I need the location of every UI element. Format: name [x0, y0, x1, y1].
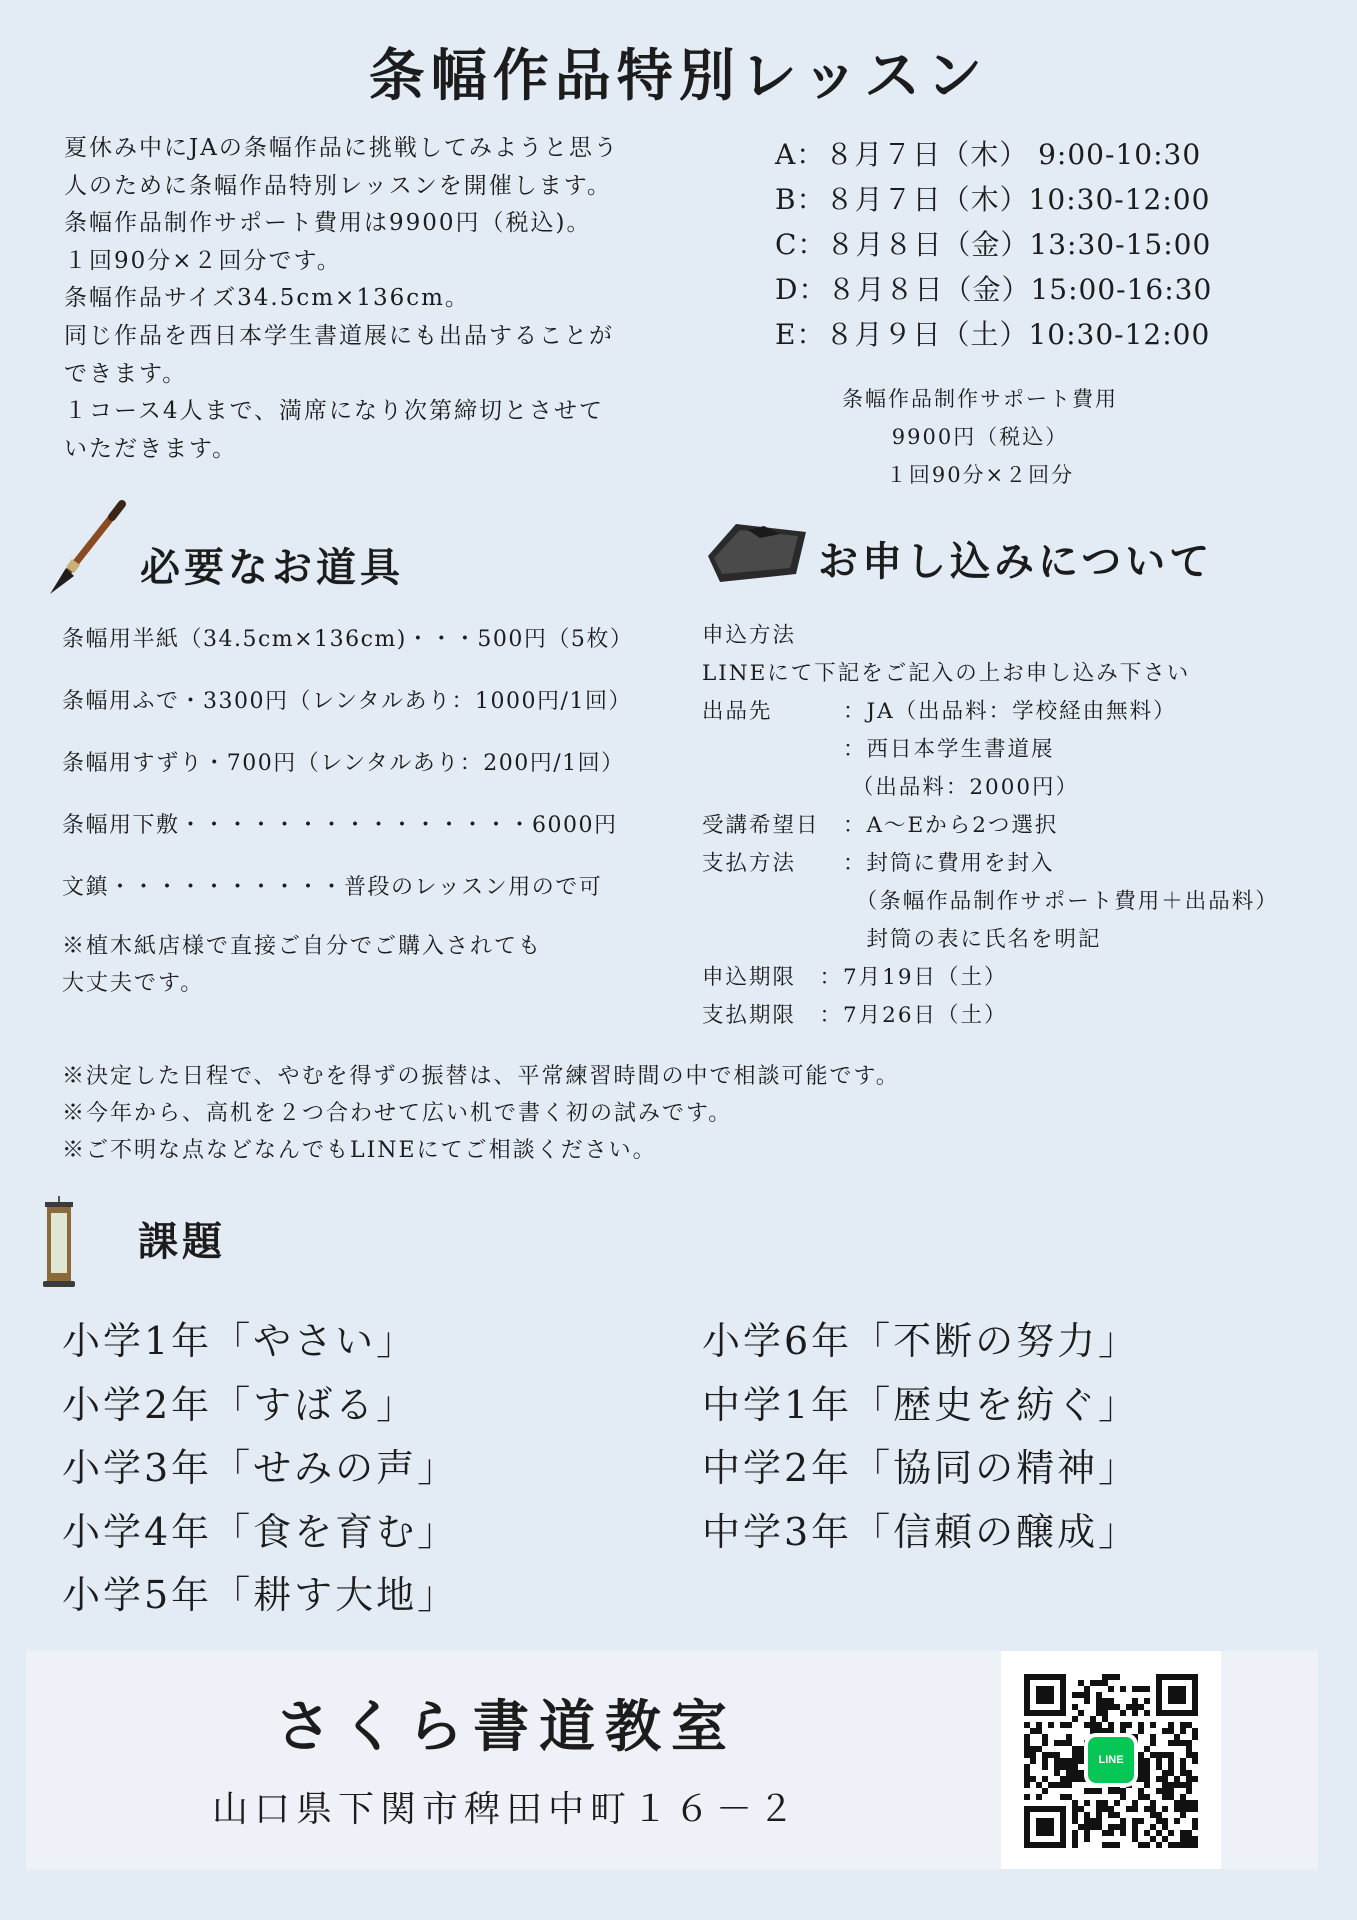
- tool-item: 条幅用ふで・3300円（レンタルあり：1000円/1回）: [62, 689, 632, 714]
- school-name: さくら書道教室: [275, 1694, 737, 1760]
- page-title: 条幅作品特別レッスン: [368, 43, 989, 109]
- tools-note-line: ※植木紙店様で直接ご自分でご購入されても: [62, 934, 543, 959]
- tools-note: [62, 928, 542, 1002]
- topic-item: 中学1年「歴史を紡ぐ」: [702, 1382, 1140, 1427]
- tool-item: 文鎮・・・・・・・・・・普段のレッスン用ので可: [62, 875, 603, 900]
- application-line: 出品先 ：JA（出品料：学校経由無料）: [702, 699, 1177, 724]
- application-line: 支払方法 ：封筒に費用を封入: [702, 851, 1055, 876]
- application-line: 支払期限 ：7月26日（土）: [702, 1003, 1008, 1028]
- fee-summary: [780, 380, 1180, 494]
- application-line: ：西日本学生書道展: [702, 737, 1055, 762]
- note-line: ※ご不明な点などなんでもLINEにてご相談ください。: [62, 1138, 657, 1163]
- schedule-list: [775, 132, 1212, 357]
- intro-line: 夏休み中にJAの条幅作品に挑戦してみようと思う: [64, 135, 619, 161]
- note-line: ※今年から、高机を２つ合わせて広い机で書く初の試みです。: [62, 1101, 733, 1126]
- topic-item: 小学6年「不断の努力」: [702, 1319, 1140, 1363]
- schedule-item: C：８月８日（金）13:30-15:00: [775, 228, 1212, 261]
- footer-panel: [26, 1651, 1318, 1869]
- application-line: 封筒の表に氏名を明記: [702, 927, 1102, 952]
- line-qr-code[interactable]: [1001, 1651, 1221, 1869]
- intro-line: １コース4人まで、満席になり次第締切とさせて: [64, 398, 605, 425]
- intro-line: 同じ作品を西日本学生書道展にも出品することが: [64, 322, 614, 349]
- tool-item: 条幅用すずり・700円（レンタルあり：200円/1回）: [62, 751, 625, 776]
- intro-line: 条幅作品サイズ34.5cm×136cm。: [64, 285, 470, 312]
- application-line: 受講希望日 ：A〜Eから2つ選択: [702, 813, 1059, 838]
- application-line: （出品料：2000円）: [702, 775, 1080, 800]
- intro-line: 人のために条幅作品特別レッスンを開催します。: [64, 172, 612, 199]
- intro-line: １回90分×２回分です。: [64, 247, 342, 274]
- topics-left: [62, 1310, 458, 1628]
- tools-note-line: 大丈夫です。: [62, 971, 205, 996]
- intro-line: いただきます。: [64, 435, 238, 462]
- topic-item: 小学3年「せみの声」: [62, 1446, 459, 1490]
- application-line: LINEにて下記をご記入の上お申し込み下さい: [702, 661, 1191, 686]
- application-line: 申込方法: [702, 623, 797, 648]
- intro-text: [64, 130, 619, 468]
- schedule-item: D：８月８日（金）15:00-16:30: [775, 273, 1213, 306]
- schedule-item: B：８月７日（木）10:30-12:00: [775, 183, 1211, 216]
- hanging-scroll-icon: [42, 1196, 76, 1290]
- tools-heading: 必要なお道具: [140, 544, 404, 591]
- line-logo-icon: [1084, 1733, 1138, 1787]
- fee-line: １回90分×２回分: [885, 463, 1075, 487]
- topic-item: 小学5年「耕す大地」: [62, 1573, 459, 1617]
- inkstone-icon: [700, 518, 810, 588]
- school-address: 山口県下関市稗田中町１６－２: [211, 1789, 800, 1830]
- line-logo-label: LINE: [1098, 1754, 1124, 1766]
- topic-item: 小学1年「やさい」: [62, 1319, 418, 1363]
- topic-item: 小学4年「食を育む」: [62, 1509, 459, 1554]
- topics-right: [702, 1310, 1139, 1564]
- application-details: [702, 617, 1279, 1035]
- note-line: ※決定した日程で、やむを得ずの振替は、平常練習時間の中で相談可能です。: [62, 1064, 900, 1089]
- schedule-item: A：８月７日（木） 9:00-10:30: [775, 138, 1202, 171]
- topic-item: 小学2年「すばる」: [62, 1382, 418, 1427]
- schedule-item: E：８月９日（土）10:30-12:00: [775, 318, 1211, 351]
- application-heading: お申し込みについて: [818, 538, 1214, 585]
- intro-line: できます。: [64, 360, 188, 387]
- application-line: （条幅作品制作サポート費用＋出品料）: [702, 889, 1279, 914]
- topics-heading: 課題: [138, 1218, 226, 1265]
- tool-item: 条幅用半紙（34.5cm×136cm)・・・500円（5枚）: [62, 627, 634, 652]
- application-line: 申込期限 ：7月19日（土）: [702, 965, 1008, 990]
- topic-item: 中学2年「協同の精神」: [702, 1446, 1140, 1490]
- topic-item: 中学3年「信頼の醸成」: [702, 1509, 1140, 1554]
- intro-line: 条幅作品制作サポート費用は9900円（税込)。: [64, 210, 592, 237]
- brush-icon: [40, 498, 130, 598]
- tool-item: 条幅用下敷・・・・・・・・・・・・・・・6000円: [62, 813, 618, 838]
- fee-line: 9900円（税込）: [891, 425, 1069, 449]
- fee-line: 条幅作品制作サポート費用: [842, 387, 1118, 411]
- general-notes: [62, 1058, 900, 1169]
